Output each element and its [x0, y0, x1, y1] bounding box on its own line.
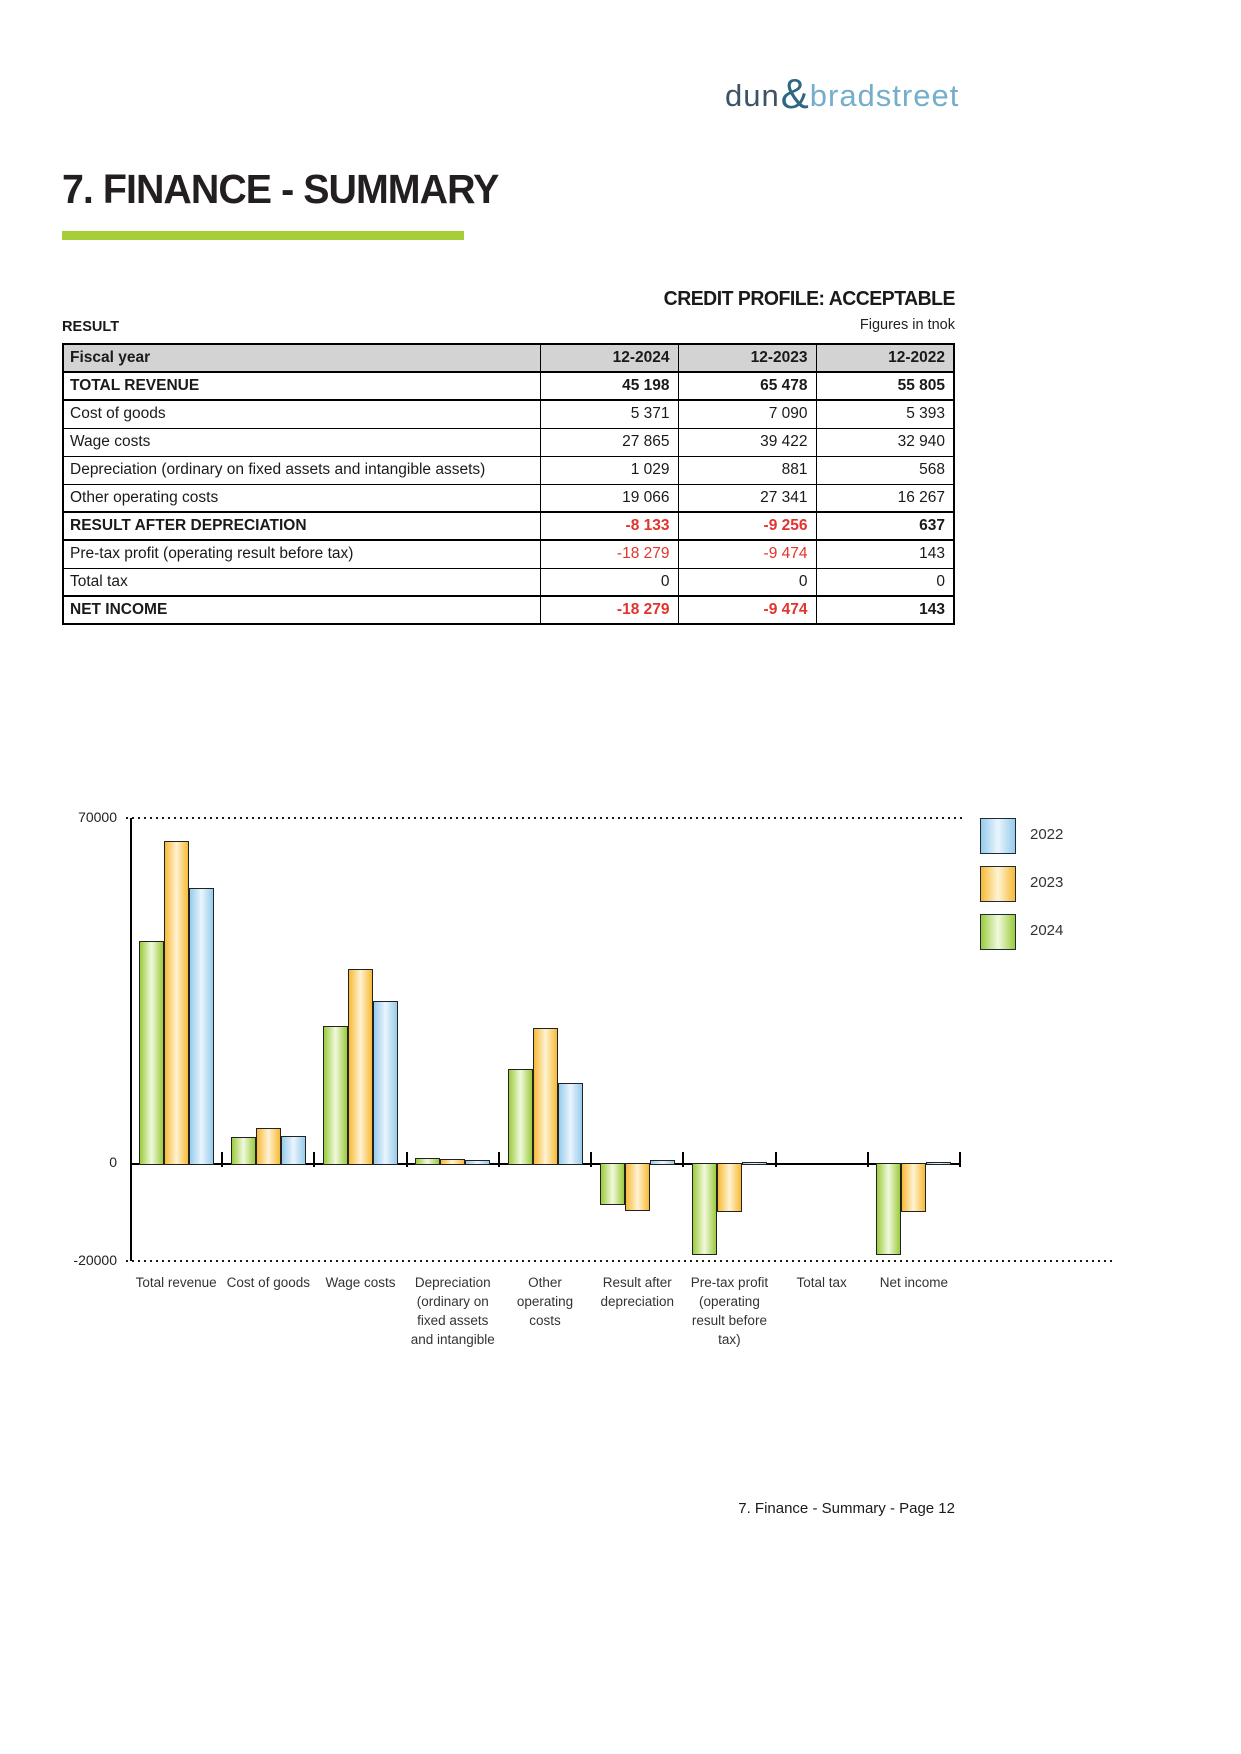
- chart-bar-2024: [600, 1163, 625, 1205]
- table-row: [63, 484, 954, 512]
- chart-bar-2022: [558, 1083, 583, 1165]
- header-col-2022: 12-2022: [816, 344, 954, 372]
- y-axis-tick-label: 0: [109, 1154, 117, 1170]
- table-body: [63, 372, 954, 624]
- chart-bar-2022: [189, 888, 214, 1165]
- x-axis-category-label: Other operating costs: [516, 1275, 574, 1328]
- chart-bar-2024: [139, 941, 164, 1165]
- table-row: [63, 372, 954, 400]
- cell-value: 0: [540, 568, 678, 596]
- cell-value: 45 198: [540, 372, 678, 400]
- page-footer: 7. Finance - Summary - Page 12: [738, 1500, 955, 1517]
- figures-unit-note: Figures in tnok: [859, 317, 955, 333]
- chart-bar-2023: [348, 969, 373, 1165]
- group-tick: [498, 1152, 500, 1167]
- y-axis-tick-label: -20000: [73, 1252, 117, 1269]
- page-title: 7. FINANCE - SUMMARY: [62, 166, 499, 212]
- chart-bar-2024: [323, 1026, 348, 1165]
- cell-value: 65 478: [678, 372, 816, 400]
- row-label: Total tax: [63, 568, 540, 596]
- table-row: [63, 596, 954, 624]
- row-label: Cost of goods: [63, 400, 540, 428]
- group-tick: [590, 1152, 592, 1167]
- chart-bar-2023: [901, 1163, 926, 1212]
- group-tick: [867, 1152, 869, 1167]
- cell-value: 7 090: [678, 400, 816, 428]
- cell-value: -8 133: [540, 512, 678, 540]
- logo-text-dun: dun: [725, 78, 780, 113]
- table-row: [63, 512, 954, 540]
- cell-value: 55 805: [816, 372, 954, 400]
- row-label: Depreciation (ordinary on fixed assets and intangible assets): [63, 456, 540, 484]
- chart-bar-2024: [231, 1137, 256, 1165]
- group-tick: [775, 1152, 777, 1167]
- chart-bar-2024: [692, 1163, 717, 1255]
- chart-bar-2022: [373, 1001, 398, 1165]
- chart-bar-2022: [465, 1160, 490, 1165]
- result-bar-chart: [62, 809, 1179, 1418]
- legend-label: 2024: [1030, 922, 1064, 939]
- cell-value: 637: [816, 512, 954, 540]
- gridline-minus-20000: [126, 1260, 1116, 1262]
- group-tick: [959, 1152, 961, 1167]
- chart-bar-2023: [717, 1163, 742, 1212]
- cell-value: 5 393: [816, 400, 954, 428]
- legend-item-2022: [980, 818, 1170, 854]
- legend-swatch-2024: [980, 914, 1016, 950]
- dun-bradstreet-logo: [725, 68, 965, 116]
- x-axis-category-label: Total revenue: [135, 1275, 217, 1290]
- chart-bar-2023: [164, 841, 189, 1165]
- x-axis-category-label: Cost of goods: [226, 1275, 310, 1290]
- y-axis-tick-label: 70000: [78, 809, 117, 826]
- cell-value: -9 474: [678, 596, 816, 624]
- cell-value: 5 371: [540, 400, 678, 428]
- cell-value: 0: [678, 568, 816, 596]
- group-tick: [313, 1152, 315, 1167]
- chart-bar-2024: [876, 1163, 901, 1255]
- table-header-row: [63, 344, 954, 372]
- cell-value: 143: [816, 540, 954, 568]
- x-axis-category-label: Depreciation (ordinary on fixed assets and intangible: [410, 1275, 495, 1347]
- legend-swatch-2023: [980, 866, 1016, 902]
- cell-value: 143: [816, 596, 954, 624]
- legend-swatch-2022: [980, 818, 1016, 854]
- legend-item-2024: [980, 914, 1170, 950]
- group-tick: [406, 1152, 408, 1167]
- chart-bar-2023: [440, 1159, 465, 1165]
- chart-bar-2024: [415, 1158, 440, 1165]
- cell-value: -9 474: [678, 540, 816, 568]
- cell-value: 881: [678, 456, 816, 484]
- cell-value: 27 341: [678, 484, 816, 512]
- x-axis-category-label: Wage costs: [325, 1275, 396, 1290]
- table-row: [63, 428, 954, 456]
- chart-bar-2023: [256, 1128, 281, 1165]
- result-table: [62, 343, 955, 625]
- table-row: [63, 540, 954, 568]
- row-label: RESULT AFTER DEPRECIATION: [63, 512, 540, 540]
- cell-value: 568: [816, 456, 954, 484]
- row-label: Wage costs: [63, 428, 540, 456]
- chart-bar-2022: [650, 1160, 675, 1165]
- row-label: Other operating costs: [63, 484, 540, 512]
- legend-label: 2023: [1030, 874, 1064, 891]
- chart-bar-2024: [508, 1069, 533, 1165]
- table-row: [63, 456, 954, 484]
- row-label: TOTAL REVENUE: [63, 372, 540, 400]
- cell-value: 39 422: [678, 428, 816, 456]
- chart-bar-2023: [533, 1028, 558, 1165]
- group-tick: [682, 1152, 684, 1167]
- section-label-result: RESULT: [62, 318, 120, 335]
- row-label: Pre-tax profit (operating result before tax): [63, 540, 540, 568]
- x-axis-category-label: Total tax: [796, 1275, 847, 1290]
- table-row: [63, 568, 954, 596]
- header-col-2024: 12-2024: [540, 344, 678, 372]
- logo-text-bradstreet: bradstreet: [809, 78, 960, 113]
- cell-value: 1 029: [540, 456, 678, 484]
- credit-profile-heading: CREDIT PROFILE: ACCEPTABLE: [663, 288, 955, 310]
- header-col-2023: 12-2023: [678, 344, 816, 372]
- logo-ampersand-icon: &: [780, 70, 809, 117]
- chart-bar-2022: [281, 1136, 306, 1165]
- group-tick: [221, 1152, 223, 1167]
- cell-value: -18 279: [540, 596, 678, 624]
- gridline-70000: [126, 817, 964, 819]
- chart-bar-2023: [625, 1163, 650, 1211]
- x-axis-category-label: Net income: [879, 1275, 949, 1290]
- header-fiscal-year: Fiscal year: [63, 344, 540, 372]
- x-axis-category-label: Pre-tax profit (operating result before tax): [690, 1275, 769, 1347]
- cell-value: 32 940: [816, 428, 954, 456]
- chart-bar-2022: [742, 1162, 767, 1165]
- cell-value: -9 256: [678, 512, 816, 540]
- cell-value: 19 066: [540, 484, 678, 512]
- x-axis-category-label: Result after depreciation: [600, 1275, 674, 1309]
- chart-plot: [130, 818, 960, 1261]
- table-row: [63, 400, 954, 428]
- legend-item-2023: [980, 866, 1170, 902]
- cell-value: 27 865: [540, 428, 678, 456]
- cell-value: 16 267: [816, 484, 954, 512]
- row-label: NET INCOME: [63, 596, 540, 624]
- legend-label: 2022: [1030, 826, 1064, 843]
- cell-value: -18 279: [540, 540, 678, 568]
- cell-value: 0: [816, 568, 954, 596]
- title-underline-bar: [62, 231, 464, 240]
- chart-bar-2022: [926, 1162, 951, 1165]
